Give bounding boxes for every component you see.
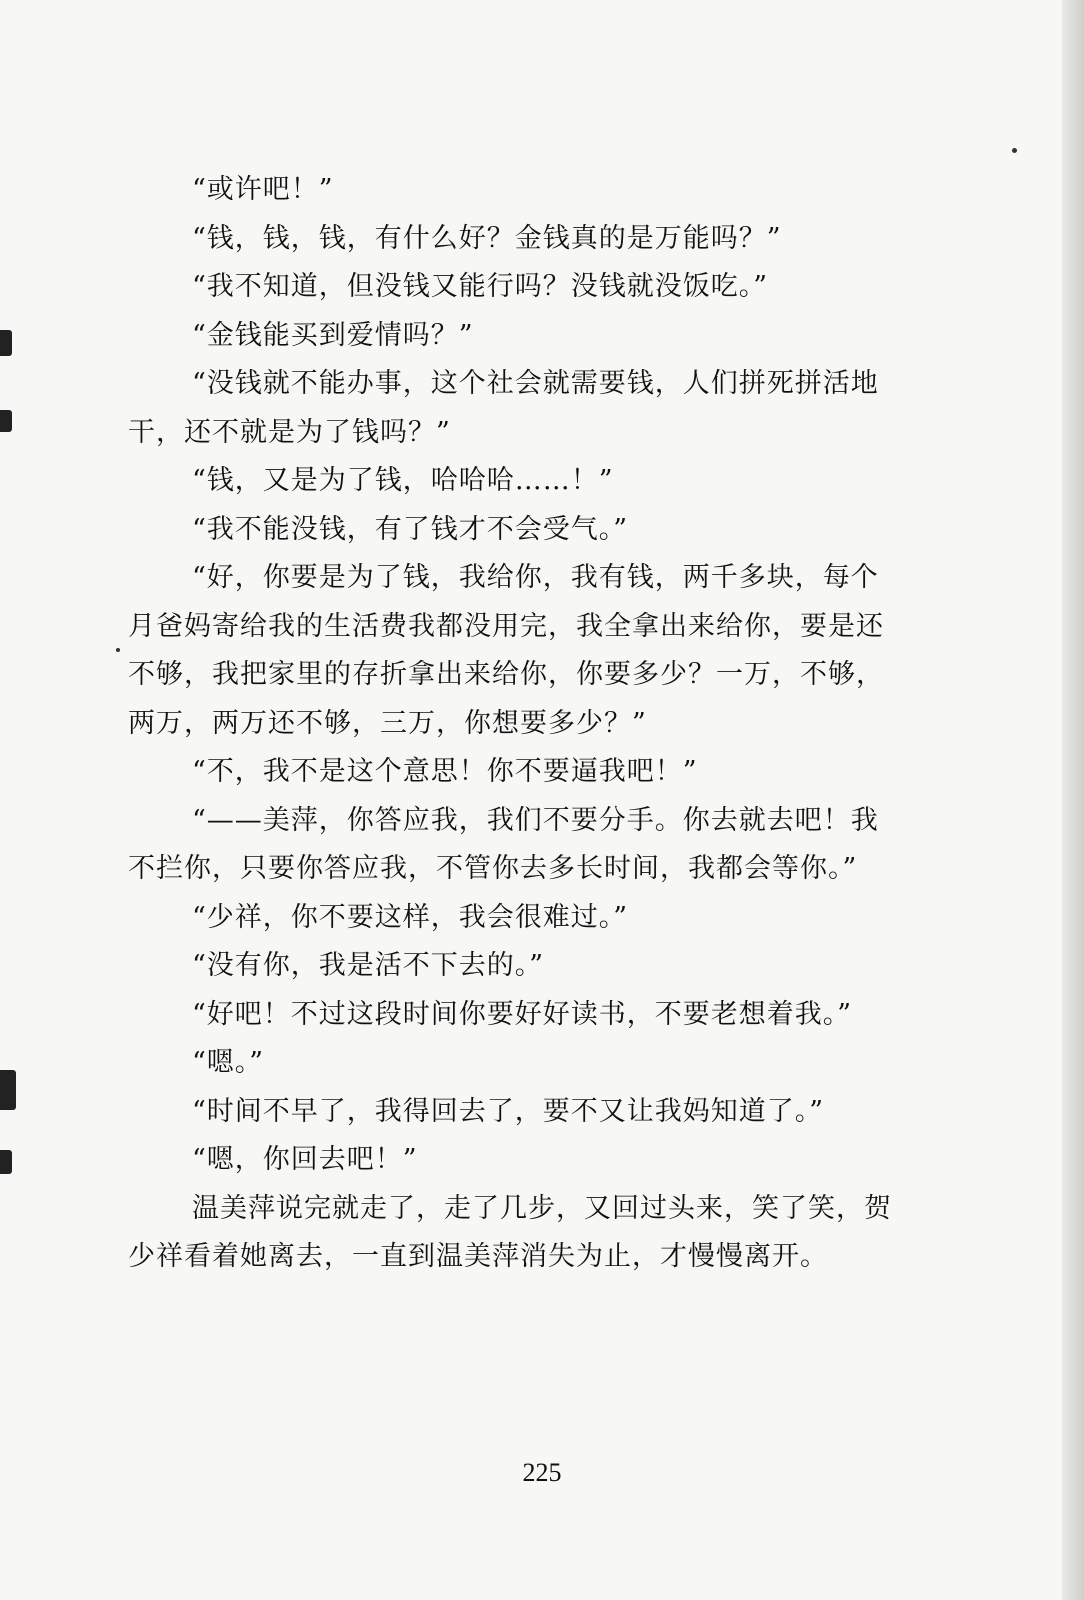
binding-mark [0, 1150, 12, 1174]
page-number: 225 [522, 1458, 562, 1487]
text-line: 少祥看着她离去，一直到温美萍消失为止，才慢慢离开。 [128, 1241, 828, 1272]
text-line: 不拦你，只要你答应我，不管你去多长时间，我都会等你。” [128, 853, 858, 884]
text-line: “好，你要是为了钱，我给你，我有钱，两千多块，每个 [192, 562, 879, 593]
text-line: 温美萍说完就走了，走了几步，又回过头来，笑了笑，贺 [192, 1192, 892, 1224]
text-line: “——美萍，你答应我，我们不要分手。你去就去吧！我 [192, 804, 879, 836]
text-line: “嗯。” [192, 1047, 265, 1078]
binding-mark [0, 410, 12, 432]
text-line: “没有你，我是活不下去的。” [192, 950, 545, 981]
text-line: “我不知道，但没钱又能行吗？没钱就没饭吃。” [192, 271, 769, 302]
text-line: “不，我不是这个意思！你不要逼我吧！” [192, 756, 698, 787]
text-line: “时间不早了，我得回去了，要不又让我妈知道了。” [192, 1095, 825, 1127]
text-line: “嗯，你回去吧！” [192, 1144, 418, 1175]
text-line: 干，还不就是为了钱吗？” [128, 416, 451, 448]
text-line: “少祥，你不要这样，我会很难过。” [192, 901, 629, 933]
text-line: “或许吧！” [192, 174, 334, 205]
text-line: “金钱能买到爱情吗？” [192, 319, 474, 351]
page-edge-shadow [1062, 0, 1084, 1600]
text-line: 不够，我把家里的存折拿出来给你，你要多少？一万，不够， [128, 659, 884, 690]
text-line: “钱，钱，钱，有什么好？金钱真的是万能吗？” [192, 222, 782, 254]
text-line: 月爸妈寄给我的生活费我都没用完，我全拿出来给你，要是还 [128, 610, 884, 642]
binding-mark [0, 1070, 16, 1110]
text-line: “钱，又是为了钱，哈哈哈……！” [192, 465, 614, 496]
scan-speck [1012, 148, 1017, 153]
text-line: “我不能没钱，有了钱才不会受气。” [192, 513, 629, 545]
body-text [128, 166, 958, 1282]
text-line: “好吧！不过这段时间你要好好读书，不要老想着我。” [192, 998, 853, 1030]
scan-speck [116, 648, 120, 652]
binding-mark [0, 330, 12, 356]
text-line: “没钱就不能办事，这个社会就需要钱，人们拼死拼活地 [192, 368, 879, 399]
text-line: 两万，两万还不够，三万，你想要多少？” [128, 707, 647, 739]
